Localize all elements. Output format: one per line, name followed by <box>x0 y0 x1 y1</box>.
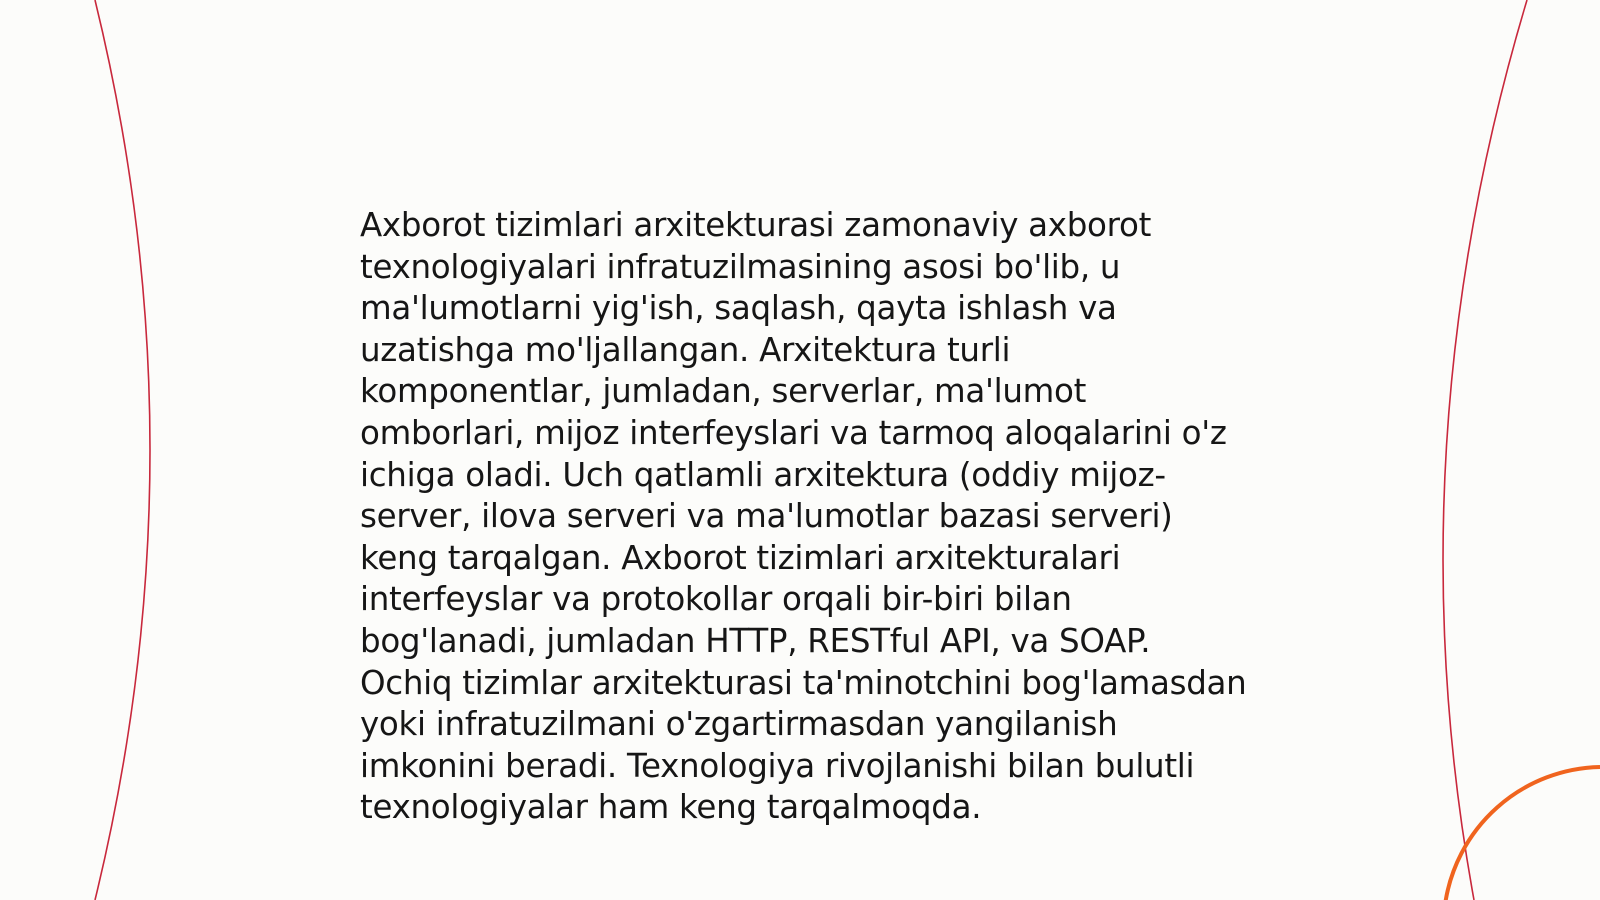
right-decorative-curve <box>1443 0 1527 900</box>
bottom-right-orange-arc <box>1445 767 1600 900</box>
left-decorative-curve <box>95 0 150 900</box>
slide-paragraph: Axborot tizimlari arxitekturasi zamonaviy axborot texnologiyalari infratuzilmasining asosi bo'lib, u ma'lumotlarni yig'ish, saqlash, qayta ishlash va uzatishga mo'ljallangan. Arxitektura turli komponentlar, jumladan, serverlar, ma'lumot omborlari, mijoz interfeyslari va tarmoq aloqalarini o'z ichiga oladi. Uch qatlamli arxitektura (oddiy mijoz-server, ilova serveri va ma'lumotlar bazasi serveri) keng tarqalgan. Axborot tizimlari arxitekturalari interfeyslar va protokollar orqali bir-biri bilan bog'lanadi, jumladan HTTP, RESTful API, va SOAP. Ochiq tizimlar arxitekturasi ta'minotchini bog'lamasdan yoki infratuzilmani o'zgartirmasdan yangilanish imkonini beradi. Texnologiya rivojlanishi bilan bulutli texnologiyalar ham keng tarqalmoqda. <box>360 206 1247 827</box>
